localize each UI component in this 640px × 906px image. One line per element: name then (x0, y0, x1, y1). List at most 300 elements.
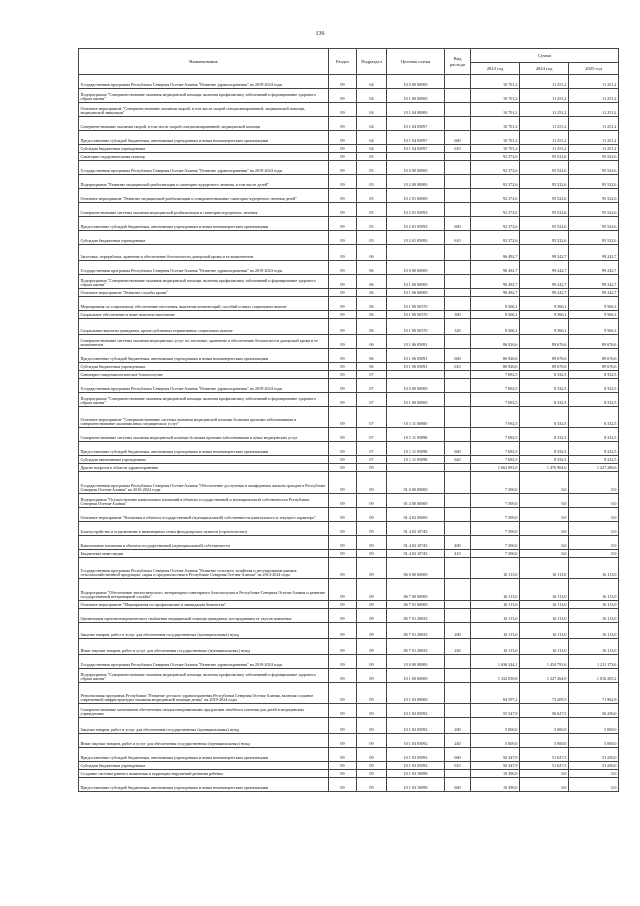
table-row (79, 778, 619, 792)
row-sum-2025: 11 251,2 (569, 75, 619, 89)
row-name: Региональная программа Республики "Развитие детского здравоохранения Республики Северная Осетия-Алания, включая создание современной инфраструктуры оказания медицинской помощи детям" на 2019-2024 годы (79, 683, 329, 704)
row-sum-2024: 89 676,6 (520, 349, 569, 363)
row-subsection: 09 (357, 770, 387, 778)
row-section: 09 (329, 363, 357, 371)
row-sum-2025: 16 113,0 (569, 558, 619, 579)
row-subsection: 09 (357, 655, 387, 669)
row-sum-2023: 50 347,9 (471, 762, 520, 770)
row-article (387, 371, 445, 379)
row-article: 10 1 03 10098 (387, 778, 445, 792)
row-type (445, 704, 471, 718)
row-subsection: 04 (357, 103, 387, 117)
row-type (445, 89, 471, 103)
row-article: 10 1 03 00000 (387, 683, 445, 704)
row-name: Совершенствование системы оказания медицинской помощи больным прочими заболеваниями и иных медицинских услуг (79, 428, 329, 442)
row-sum-2023: 92 372,6 (471, 153, 520, 161)
row-article: 10 1 00 00000 (387, 669, 445, 683)
row-type (445, 297, 471, 311)
row-type: 610 (445, 762, 471, 770)
table-row (79, 508, 619, 522)
row-subsection: 06 (357, 245, 387, 261)
table-row (79, 89, 619, 103)
row-article: 06 7 01 20833 (387, 609, 445, 623)
row-sum-2023: 50 347,9 (471, 748, 520, 762)
row-section: 09 (329, 579, 357, 601)
row-sum-2025: 1 227 286,6 (569, 464, 619, 472)
row-article: 10 1 06 05091 (387, 335, 445, 349)
row-article: 01 0 00 00000 (387, 472, 445, 494)
row-type: 600 (445, 748, 471, 762)
row-sum-2024: 99 242,7 (520, 245, 569, 261)
row-article: 10 2 01 05093 (387, 217, 445, 231)
row-sum-2025: 95 522,6 (569, 203, 619, 217)
row-type (445, 407, 471, 428)
row-section: 09 (329, 103, 357, 117)
row-section: 09 (329, 456, 357, 464)
row-subsection: 09 (357, 609, 387, 623)
table-row (79, 762, 619, 770)
row-sum-2023: 1 332 050,8 (471, 669, 520, 683)
row-subsection: 09 (357, 536, 387, 550)
row-name: Подпрограмма "Совершенствование оказания медицинской помощи, включая профилактику заболеваний и формирование здорового образа жизни" (79, 393, 329, 407)
row-name: Закупка товаров, работ и услуг для обеспечения государственных (муниципальных) нужд (79, 623, 329, 639)
table-row (79, 536, 619, 550)
row-section: 09 (329, 464, 357, 472)
table-row (79, 609, 619, 623)
row-name: Мероприятия по социальному обеспечению населения, выплатам компенсаций, пособий и иных социальных выплат (79, 297, 329, 311)
table-row (79, 550, 619, 558)
row-sum-2024: 95 522,6 (520, 231, 569, 245)
row-sum-2023: 92 372,6 (471, 175, 520, 189)
table-row (79, 349, 619, 363)
row-sum-2024: 95 522,6 (520, 161, 569, 175)
row-subsection: 09 (357, 748, 387, 762)
table-row (79, 379, 619, 393)
row-sum-2025: 8 332,5 (569, 456, 619, 464)
table-row (79, 335, 619, 349)
row-section: 09 (329, 153, 357, 161)
row-section: 09 (329, 131, 357, 145)
row-sum-2025: 9 566,1 (569, 311, 619, 319)
row-article: 10 2 01 00000 (387, 189, 445, 203)
row-sum-2024: 99 242,7 (520, 275, 569, 289)
row-section: 09 (329, 117, 357, 131)
row-article: 10 1 06 00570 (387, 297, 445, 311)
row-section: 09 (329, 770, 357, 778)
table-row (79, 275, 619, 289)
row-sum-2025: 16 113,0 (569, 623, 619, 639)
table-row (79, 153, 619, 161)
row-name: Основное мероприятие "Мероприятия по профилактике и ликвидации бешенства" (79, 601, 329, 609)
table-row (79, 231, 619, 245)
header-sum: Сумма (471, 49, 619, 63)
row-sum-2024: 11 251,2 (520, 145, 569, 153)
row-name: Иные закупки товаров, работ и услуг для обеспечения государственных (муниципальных) нужд (79, 734, 329, 748)
row-subsection: 09 (357, 704, 387, 718)
row-article: 10 1 03 10098 (387, 770, 445, 778)
row-subsection: 09 (357, 718, 387, 734)
row-sum-2025: 11 251,2 (569, 145, 619, 153)
row-subsection: 05 (357, 217, 387, 231)
row-sum-2023: 7 500,0 (471, 494, 520, 508)
row-sum-2023: 9 566,1 (471, 319, 520, 335)
row-article: 10 1 00 00000 (387, 393, 445, 407)
row-sum-2024: 8 332,5 (520, 442, 569, 456)
row-sum-2025: 16 113,0 (569, 579, 619, 601)
row-section: 09 (329, 778, 357, 792)
row-sum-2025: 16 113,0 (569, 639, 619, 655)
row-sum-2025: 8 332,5 (569, 379, 619, 393)
row-article: 10 1 04 05097 (387, 131, 445, 145)
row-subsection: 07 (357, 379, 387, 393)
row-sum-2025: 1 016 205,2 (569, 669, 619, 683)
row-sum-2023: 10 701,2 (471, 145, 520, 153)
row-sum-2023: 86 926,6 (471, 363, 520, 371)
row-article: 06 0 00 00000 (387, 558, 445, 579)
row-article: 10 2 01 05093 (387, 203, 445, 217)
row-subsection: 07 (357, 456, 387, 464)
row-sum-2023: 55 347,9 (471, 704, 520, 718)
row-sum-2023: 96 492,7 (471, 275, 520, 289)
row-type (445, 379, 471, 393)
row-section: 09 (329, 161, 357, 175)
row-subsection: 06 (357, 289, 387, 297)
table-row (79, 770, 619, 778)
row-name: Организация противоэпидемического снабжения медицинской помощи гражданам, пострадавшим от укусов животных (79, 609, 329, 623)
row-type: 610 (445, 363, 471, 371)
table-row (79, 407, 619, 428)
header-name: Наименование (79, 49, 329, 75)
row-section: 09 (329, 550, 357, 558)
row-type: 320 (445, 319, 471, 335)
table-row (79, 117, 619, 131)
row-name: Подпрограмма "Осуществление капитальных вложений в объекты государственной и муниципальной собственности Республики Северная Осетия-Алания" (79, 494, 329, 508)
row-article: 10 0 00 00000 (387, 655, 445, 669)
row-article: 10 1 06 05091 (387, 363, 445, 371)
table-row (79, 261, 619, 275)
row-type (445, 579, 471, 601)
row-type: 600 (445, 217, 471, 231)
row-sum-2023: 16 113,0 (471, 639, 520, 655)
row-sum-2025: 0,0 (569, 778, 619, 792)
row-section: 09 (329, 311, 357, 319)
row-sum-2025: 99 242,7 (569, 245, 619, 261)
row-name: Санитарно-эпидемиологическое благополучие (79, 371, 329, 379)
row-name: Санаторно-оздоровительная помощь (79, 153, 329, 161)
table-header (79, 49, 619, 75)
row-sum-2023: 16 113,0 (471, 558, 520, 579)
row-subsection: 09 (357, 508, 387, 522)
row-section: 09 (329, 718, 357, 734)
table-row (79, 683, 619, 704)
row-sum-2024: 95 522,6 (520, 203, 569, 217)
row-name: Другие вопросы в области здравоохранения (79, 464, 329, 472)
row-sum-2023: 7 692,5 (471, 407, 520, 428)
row-subsection: 07 (357, 428, 387, 442)
row-sum-2024: 8 332,5 (520, 393, 569, 407)
table-row (79, 734, 619, 748)
row-name: Предоставление субсидий бюджетным, автономным учреждениям и иным некоммерческим организациям (79, 217, 329, 231)
row-sum-2023: 7 500,0 (471, 536, 520, 550)
page-number: 136 (315, 31, 325, 37)
row-subsection: 06 (357, 275, 387, 289)
row-sum-2025: 95 522,6 (569, 217, 619, 231)
row-type: 410 (445, 550, 471, 558)
row-type (445, 609, 471, 623)
row-sum-2023: 7 692,5 (471, 393, 520, 407)
row-name: Подпрограмма "Совершенствование оказания медицинской помощи, включая профилактику заболеваний и формирование здорового образа жизни" (79, 275, 329, 289)
table-row (79, 103, 619, 117)
row-sum-2025: 99 242,7 (569, 289, 619, 297)
row-sum-2025: 89 676,6 (569, 363, 619, 371)
row-subsection: 07 (357, 442, 387, 456)
row-section: 09 (329, 203, 357, 217)
table-row (79, 363, 619, 371)
row-sum-2025: 95 522,6 (569, 231, 619, 245)
row-section: 09 (329, 655, 357, 669)
row-section: 09 (329, 297, 357, 311)
table-row (79, 311, 619, 319)
row-sum-2024: 56 627,5 (520, 704, 569, 718)
row-article: 10 1 04 05097 (387, 145, 445, 153)
table-row (79, 579, 619, 601)
row-subsection: 09 (357, 623, 387, 639)
row-article: 10 1 03 05092 (387, 734, 445, 748)
row-sum-2025: 95 522,6 (569, 153, 619, 161)
row-sum-2023: 92 372,6 (471, 231, 520, 245)
row-section: 09 (329, 371, 357, 379)
row-article: 10 0 00 00000 (387, 75, 445, 89)
row-subsection: 04 (357, 117, 387, 131)
row-subsection: 07 (357, 407, 387, 428)
row-sum-2024: 16 113,0 (520, 579, 569, 601)
row-type (445, 655, 471, 669)
row-section: 09 (329, 558, 357, 579)
row-section: 09 (329, 275, 357, 289)
row-sum-2023: 10 701,2 (471, 117, 520, 131)
row-name: Основное мероприятие "Совершенствование оказания скорой, в том числе скорой специализированной, медицинской помощи, медицинской эвакуации" (79, 103, 329, 117)
row-section: 09 (329, 319, 357, 335)
row-subsection: 06 (357, 261, 387, 275)
header-article: Целевая статья (387, 49, 445, 75)
row-subsection: 05 (357, 153, 387, 161)
row-sum-2023: 1 636 244,1 (471, 655, 520, 669)
table-row (79, 472, 619, 494)
table-row (79, 522, 619, 536)
row-sum-2024: 5 000,0 (520, 734, 569, 748)
row-sum-2025: 51 256,0 (569, 762, 619, 770)
row-type (445, 103, 471, 117)
row-type (445, 371, 471, 379)
row-sum-2024: 95 522,6 (520, 189, 569, 203)
row-sum-2023: 7 692,5 (471, 428, 520, 442)
row-sum-2025: 0,0 (569, 550, 619, 558)
row-name: Государственная программа Республики Северная Осетия-Алания "Развитие здравоохранения" на 2019-2024 годы (79, 75, 329, 89)
row-section: 09 (329, 494, 357, 508)
row-type: 200 (445, 718, 471, 734)
row-sum-2023: 10 701,2 (471, 131, 520, 145)
row-sum-2024: 11 251,2 (520, 89, 569, 103)
row-article: 06 7 01 00000 (387, 601, 445, 609)
budget-table (78, 48, 619, 792)
row-article: 10 1 11 05098 (387, 428, 445, 442)
row-type: 610 (445, 145, 471, 153)
row-sum-2024: 9 566,1 (520, 311, 569, 319)
row-sum-2025: 95 522,6 (569, 161, 619, 175)
row-sum-2024: 51 627,5 (520, 762, 569, 770)
table-row (79, 161, 619, 175)
row-article: 10 1 00 00000 (387, 89, 445, 103)
row-section: 09 (329, 669, 357, 683)
row-name: Совершенствование системы оказания медицинской реабилитации и санаторно-курортного лечения (79, 203, 329, 217)
row-sum-2024: 95 522,6 (520, 153, 569, 161)
row-section: 09 (329, 349, 357, 363)
row-name: Государственная программа Республики Северная Осетия-Алания "Развитие здравоохранения" на 2019-2024 годы (79, 161, 329, 175)
row-type: 240 (445, 639, 471, 655)
row-subsection: 07 (357, 371, 387, 379)
row-article: 10 1 04 05097 (387, 117, 445, 131)
row-article: 10 0 00 00000 (387, 261, 445, 275)
row-name: Иные закупки товаров, работ и услуг для обеспечения государственных (муниципальных) нужд (79, 639, 329, 655)
row-sum-2023: 10 701,2 (471, 103, 520, 117)
row-type (445, 161, 471, 175)
row-type (445, 770, 471, 778)
row-name: Создание системы раннего выявления и коррекции нарушений развития ребенка (79, 770, 329, 778)
row-sum-2024: 0,0 (520, 522, 569, 536)
row-section: 09 (329, 472, 357, 494)
row-sum-2025: 51 256,0 (569, 748, 619, 762)
row-subsection: 09 (357, 778, 387, 792)
row-sum-2025: 0,0 (569, 770, 619, 778)
row-sum-2024: 89 676,6 (520, 363, 569, 371)
table-row (79, 601, 619, 609)
table-row (79, 558, 619, 579)
row-sum-2023: 92 372,6 (471, 203, 520, 217)
row-type (445, 428, 471, 442)
row-name: Подпрограмма "Совершенствование оказания медицинской помощи, включая профилактику заболеваний и формирование здорового образа жизни" (79, 669, 329, 683)
row-name: Капитальные вложения в объекты государственной (муниципальной) собственности (79, 536, 329, 550)
row-name: Государственная программа Республики Северная Осетия-Алания "Развитие здравоохранения" на 2019-2024 годы (79, 261, 329, 275)
row-sum-2024: 0,0 (520, 472, 569, 494)
row-section: 09 (329, 428, 357, 442)
row-sum-2024: 95 522,6 (520, 175, 569, 189)
row-sum-2024: 99 242,7 (520, 289, 569, 297)
row-sum-2023: 10 390,0 (471, 778, 520, 792)
row-name: Бюджетные инвестиции (79, 550, 329, 558)
row-sum-2024: 99 242,7 (520, 261, 569, 275)
row-section: 09 (329, 609, 357, 623)
header-type: Вид расхода (445, 49, 471, 75)
row-type (445, 472, 471, 494)
row-sum-2025: 8 332,5 (569, 371, 619, 379)
row-article (387, 153, 445, 161)
table-row (79, 203, 619, 217)
row-name: Социальные выплаты гражданам, кроме публичных нормативных социальных выплат (79, 319, 329, 335)
header-year-3: 2025 год (569, 63, 619, 75)
row-sum-2025: 8 332,5 (569, 428, 619, 442)
row-type: 610 (445, 231, 471, 245)
row-sum-2023: 10 701,2 (471, 75, 520, 89)
row-name: Основное мероприятие "Вложения в объекты государственной (муниципальной) собственности капитального и текущего характера" (79, 508, 329, 522)
row-sum-2024: 8 332,5 (520, 428, 569, 442)
row-name: Подпрограмма "Развитие медицинской реабилитации и санаторно-курортного лечения, в том числе детей" (79, 175, 329, 189)
row-subsection: 09 (357, 734, 387, 748)
row-sum-2023: 10 390,0 (471, 770, 520, 778)
row-sum-2025: 5 000,0 (569, 734, 619, 748)
row-sum-2023: 7 692,5 (471, 456, 520, 464)
row-sum-2025: 0,0 (569, 494, 619, 508)
row-section: 09 (329, 734, 357, 748)
row-sum-2024: 89 676,6 (520, 335, 569, 349)
row-sum-2025: 11 251,2 (569, 89, 619, 103)
row-section: 09 (329, 289, 357, 297)
row-sum-2025: 0,0 (569, 472, 619, 494)
row-sum-2025: 11 251,2 (569, 103, 619, 117)
row-subsection: 09 (357, 522, 387, 536)
table-row (79, 371, 619, 379)
row-name: Государственная программа Республики Северная Осетия-Алания "Развитие здравоохранения" на 2019-2024 годы (79, 655, 329, 669)
row-type (445, 393, 471, 407)
row-article: 01 4 02 00000 (387, 508, 445, 522)
row-subsection: 09 (357, 494, 387, 508)
row-type (445, 494, 471, 508)
row-sum-2025: 0,0 (569, 536, 619, 550)
table-body (79, 75, 619, 792)
table-row (79, 75, 619, 89)
row-section: 09 (329, 407, 357, 428)
row-sum-2023: 7 692,5 (471, 442, 520, 456)
row-sum-2025: 8 332,5 (569, 407, 619, 428)
row-sum-2023: 96 492,7 (471, 245, 520, 261)
table-row (79, 245, 619, 261)
row-name: Основное мероприятие "Развитие службы крови" (79, 289, 329, 297)
row-subsection: 06 (357, 311, 387, 319)
row-name: Подпрограмма "Совершенствование оказания медицинской помощи, включая профилактику заболеваний и формирование здорового образа жизни" (79, 89, 329, 103)
row-article: 10 0 00 00000 (387, 379, 445, 393)
row-article: 06 7 01 20833 (387, 623, 445, 639)
row-type: 620 (445, 456, 471, 464)
row-sum-2024: 16 113,0 (520, 601, 569, 609)
row-sum-2024: 5 000,0 (520, 718, 569, 734)
row-type: 600 (445, 442, 471, 456)
table-row (79, 669, 619, 683)
row-section: 09 (329, 762, 357, 770)
row-sum-2023: 7 692,5 (471, 379, 520, 393)
row-subsection: 04 (357, 131, 387, 145)
row-sum-2025: 5 000,0 (569, 718, 619, 734)
row-subsection: 06 (357, 363, 387, 371)
row-subsection: 09 (357, 601, 387, 609)
row-subsection: 09 (357, 550, 387, 558)
row-sum-2024: 16 113,0 (520, 639, 569, 655)
row-name: Совершенствование оказания скорой, в том числе скорой специализированной, медицинской помощи (79, 117, 329, 131)
row-sum-2023: 7 692,5 (471, 371, 520, 379)
row-name: Благоустройство и подключение к инженерным сетям фельдшерских пунктов (строительство) (79, 522, 329, 536)
row-article: 10 1 04 00000 (387, 103, 445, 117)
row-type: 200 (445, 623, 471, 639)
row-name: Основное мероприятие "Совершенствование системы оказания медицинской помощи больным прочими заболеваниями и совершенствование оказания иных медицинских услуг" (79, 407, 329, 428)
row-section: 09 (329, 335, 357, 349)
row-section: 09 (329, 683, 357, 704)
row-sum-2025: 0,0 (569, 522, 619, 536)
row-type (445, 75, 471, 89)
row-subsection: 06 (357, 335, 387, 349)
row-type (445, 558, 471, 579)
row-sum-2025: 1 211 173,6 (569, 655, 619, 669)
row-type (445, 335, 471, 349)
row-section: 09 (329, 748, 357, 762)
row-sum-2023: 86 926,6 (471, 349, 520, 363)
